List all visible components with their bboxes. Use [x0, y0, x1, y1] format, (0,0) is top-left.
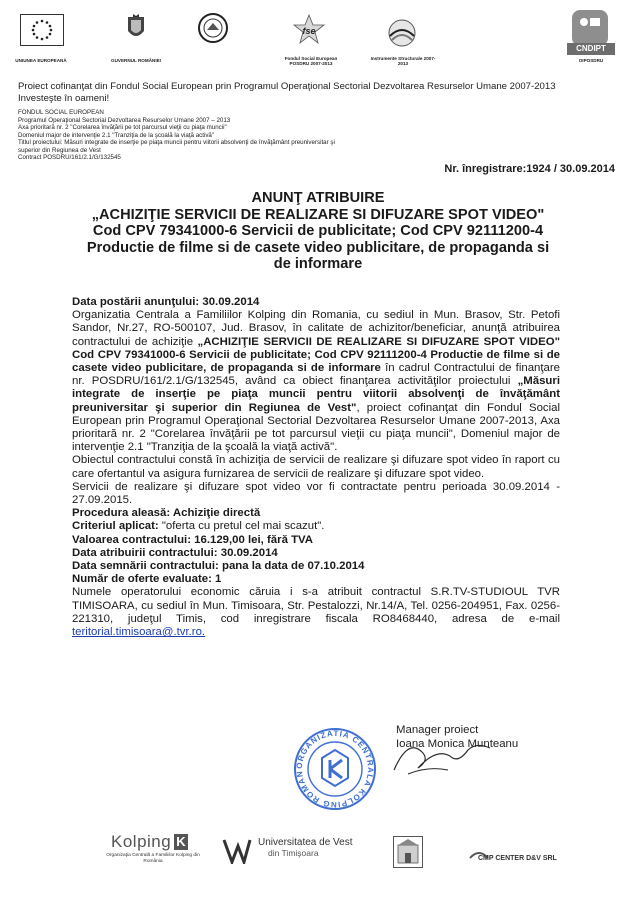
signature-role: Manager proiect [396, 724, 479, 736]
kolping-subtitle: Organizaţia Centrală a Familiilor Kolping din România [106, 853, 200, 864]
uvt-city: din Timişoara [268, 848, 319, 858]
project-info-line: Programul Operaţional Sectorial Dezvoltarea Resurselor Umane 2007 – 2013 [18, 116, 231, 124]
email-link[interactable]: teritorial.timisoara@.tvr.ro. [72, 626, 206, 639]
fse-logo [292, 13, 326, 47]
cmp-label: CMP CENTER D&V SRL [478, 855, 557, 862]
title-line: „ACHIZIŢIE SERVICII DE REALIZARE SI DIFUZARE SPOT VIDEO" [91, 206, 545, 223]
kolping-logo-text: Kolping [111, 832, 172, 851]
romania-crest-icon [125, 13, 147, 43]
paragraph-1: Organizatia Centrala a Familiilor Kolping din Romania, cu sediul in Mun. Brasov, Str. Petofi Sandor, Nr.27, RO-500107, Jud. Brasov, în calitate de achizitor/beneficiar, anunţă atribuirea contractului de achiziţie „ACHIZIŢIE SERVICII DE REALIZARE SI DIFUZARE SPOT VIDEO" Cod CPV 79341000-6 Servicii de publicitate; Cod CPV 92111200-4 Productie de filme si de casete video publicitare, de propaganda si de informare în cadrul Contractului de finanţare nr. POSDRU/161/2.1/G/132545, având ca obiect finanţarea activităţilor proiectului „Măsuri integrate de inserţie pe piaţa muncii pentru viitorii absolvenţi de învăţământ preuniversitar şi superior din Regiunea de Vest", proiect cofinanţat din Fondul Social European prin Programul Operaţional Sectorial Dezvoltarea Resurselor Umane 2007-2013, Axa prioritară nr. 2 "Corelarea învăţării pe tot parcursul vieţii cu piaţa muncii", Domeniul major de intervenţie 2.1 "Tranziţia de la şcoală la viaţă activă". [72, 309, 560, 454]
paragraph-2: Obiectul contractului constă în achiziţia de servicii de realizare şi difuzare spot video în raport cu care ofertantul va asigura furnizarea de servicii de realizare şi difuzare spot video. [72, 454, 560, 480]
cofinance-intro [18, 81, 556, 104]
guvern-label: GUVERNUL ROMÂNIEI [111, 58, 161, 63]
title-line: Productie de filme si de casete video publicitare, de propaganda si [86, 239, 550, 256]
cndipt-logo [572, 10, 608, 46]
project-info-line: superior din Regiunea de Vest [18, 146, 101, 154]
organization-stamp [290, 726, 380, 812]
eu-label: UNIUNEA EUROPEANĂ [15, 58, 67, 63]
paragraph-4: Numele operatorului economic căruia i s-a atribuit contractul S.R.TV-STUDIOUL TVR TIMISOARA, cu sediul în Mun. Timisoara, Str. Pestalozzi, Nr.14/A, Tel. 0256-204951, Fax. 0256-221310, judeţul Timis, cod inregistrare fiscala RO8468440, adresa de e-mail teritorial.timisoara@.tvr.ro. [72, 586, 560, 639]
oiposdru-label: OIPOSDRU [578, 58, 604, 63]
title-line: Cod CPV 79341000-6 Servicii de publicitate; Cod CPV 92111200-4 [92, 223, 544, 240]
project-info-block [18, 109, 438, 162]
stamp-ring-text: ORGANIZATIA CENTRALA KOLPING ROMAN [294, 728, 376, 810]
signing-date: Data semnării contractului: pana la data de 07.10.2014 [72, 560, 365, 573]
oiposdru-seal-icon [198, 13, 228, 43]
procedure: Procedura aleasă: Achiziţie directă [72, 507, 261, 520]
announcement-body [72, 296, 560, 639]
uvt-name: Universitatea de Vest [258, 837, 353, 848]
signature-name: Ioana Monica Munteanu [396, 737, 519, 750]
handwritten-signature [388, 730, 498, 780]
award-date: Data atribuirii contractului: 30.09.2014 [72, 546, 278, 559]
registration-number: Nr. înregistrare:1924 / 30.09.2014 [444, 163, 615, 175]
kolping-k-icon: K [174, 834, 188, 850]
instr-label: Instrumente Structurale 2007-2013 [370, 56, 436, 67]
offers-evaluated: Număr de oferte evaluate: 1 [72, 573, 222, 586]
eu-flag-logo [20, 14, 64, 46]
paragraph-3: Servicii de realizare şi difuzare spot video vor fi contractate pentru perioada 30.09.2014 - 27.09.2015. [72, 480, 560, 507]
school-crest-icon [393, 836, 423, 868]
project-info-line: FONDUL SOCIAL EUROPEAN [18, 109, 104, 116]
title-line: de informare [273, 256, 363, 273]
announcement-title [40, 190, 596, 273]
fse-label: Fondul Social European POSDRU 2007-2013 [284, 56, 338, 67]
cofinance-line: Proiect cofinanţat din Fondul Social European prin Programul Operaţional Sectorial Dezvoltarea Resurselor Umane 2007-2013 [18, 81, 556, 92]
invest-line: Investeşte în oameni! [18, 92, 110, 104]
date-posted: Data postării anunţului: 30.09.2014 [72, 296, 260, 308]
cndipt-label: CNDIPT [567, 43, 615, 55]
project-info-line: Axa prioritară nr. 2 "Corelarea învăţării pe tot parcursul vieţii cu piaţa muncii" [18, 124, 227, 131]
contract-value: Valoarea contractului: 16.129,00 lei, fără TVA [72, 533, 313, 546]
structural-instruments-logo [385, 16, 419, 50]
project-info-line: Contract POSDRU/161/2.1/G/132545 [18, 154, 121, 161]
uvt-logo-icon [222, 838, 252, 864]
project-info-line: Titlul proiectului: Măsuri integrate de inserţie pe piaţa muncii pentru viitorii absolvenţi de învăţământ preuniversitar şi [18, 139, 335, 146]
project-info-line: Domeniul major de intervenţie 2.1 "Tranziţia de la şcoală la viaţă activă" [18, 131, 215, 139]
criterion: Criteriul aplicat: "oferta cu pretul cel mai scazut". [72, 520, 325, 533]
fse-text: fse [302, 26, 316, 36]
title-line: ANUNŢ ATRIBUIRE [251, 190, 385, 206]
